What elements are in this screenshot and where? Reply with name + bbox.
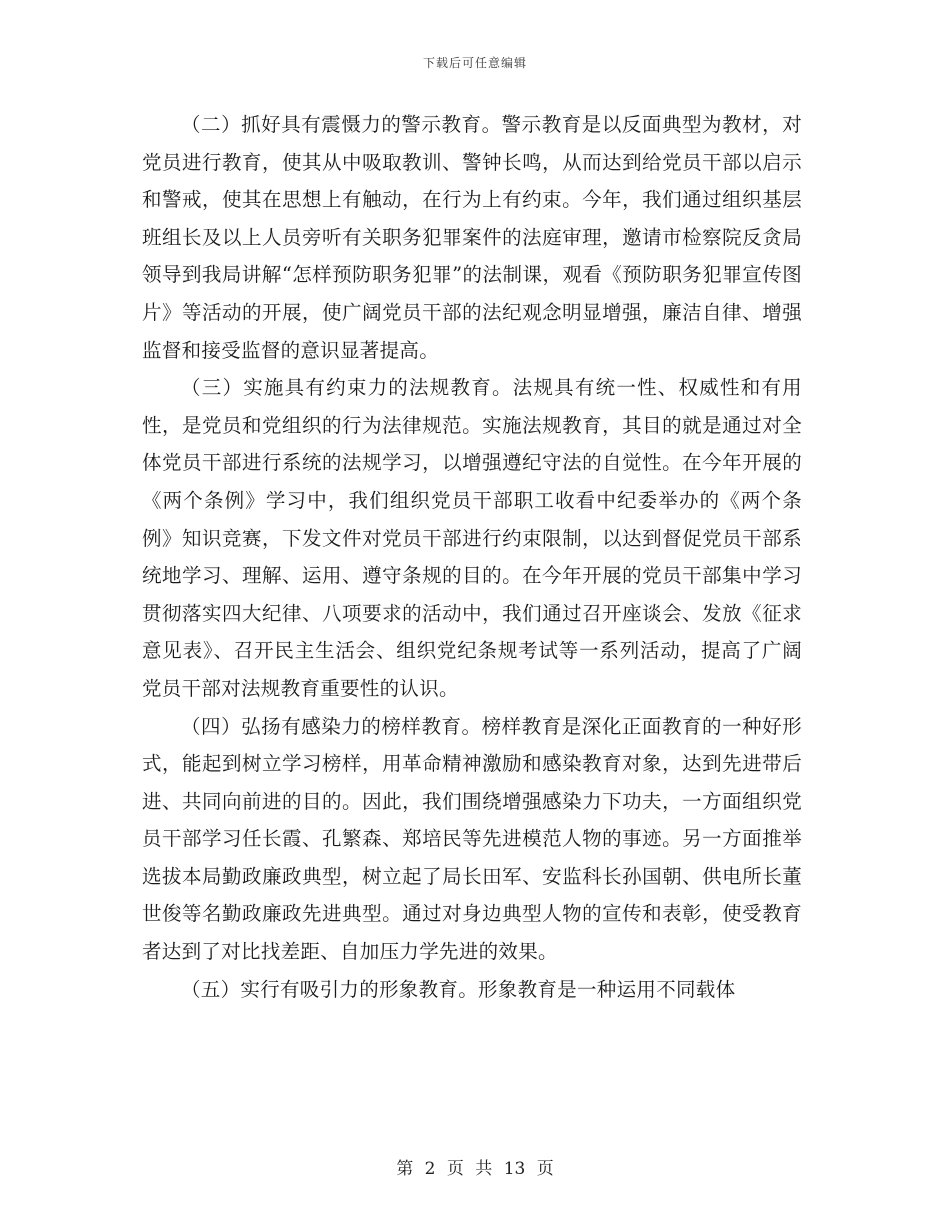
document-body [142, 106, 802, 1008]
paragraph-image-education: （五）实行有吸引力的形象教育。形象教育是一种运用不同载体 [181, 977, 736, 1001]
paragraph-warning-education: （二）抓好具有震慑力的警示教育。警示教育是以反面典型为教材，对党员进行教育，使其从中吸取教训、警钟长鸣，从而达到给党员干部以启示和警戒，使其在思想上有触动，在行为上有约束。今年，我们通过组织基层班组长及以上人员旁听有关职务犯罪案件的法庭审理，邀请市检察院反贪局领导到我局讲解“怎样预防职务犯罪”的法制课，观看《预防职务犯罪宣传图片》等活动的开展，使广阔党员干部的法纪观念明显增强，廉洁自律、增强监督和接受监督的意识显著提高。 [142, 113, 802, 362]
page-number: 第 2 页 共 13 页 [396, 1159, 554, 1179]
page-header: 下载后可任意编辑 [422, 56, 527, 70]
paragraph-regulation-education: （三）实施具有约束力的法规教育。法规具有统一性、权威性和有用性，是党员和党组织的行为法律规范。实施法规教育，其目的就是通过对全体党员干部进行系统的法规学习，以增强遵纪守法的自觉性。在今年开展的《两个条例》学习中，我们组织党员干部职工收看中纪委举办的《两个条例》知识竞赛，下发文件对党员干部进行约束限制，以达到督促党员干部系统地学习、理解、运用、遵守条规的目的。在今年开展的党员干部集中学习贯彻落实四大纪律、八项要求的活动中，我们通过召开座谈会、发放《征求意见表》、召开民主生活会、组织党纪条规考试等一系列活动，提高了广阔党员干部对法规教育重要性的认识。 [142, 376, 802, 700]
paragraph-role-model-education: （四）弘扬有感染力的榜样教育。榜样教育是深化正面教育的一种好形式，能起到树立学习榜样，用革命精神激励和感染教育对象，达到先进带后进、共同向前进的目的。因此，我们围绕增强感染力下功夫，一方面组织党员干部学习任长霞、孔繁森、郑培民等先进模范人物的事迹。另一方面推举选拔本局勤政廉政典型，树立起了局长田军、安监科长孙国朝、供电所长董世俊等名勤政廉政先进典型。通过对身边典型人物的宣传和表彰，使受教育者达到了对比找差距、自加压力学先进的效果。 [142, 714, 802, 964]
